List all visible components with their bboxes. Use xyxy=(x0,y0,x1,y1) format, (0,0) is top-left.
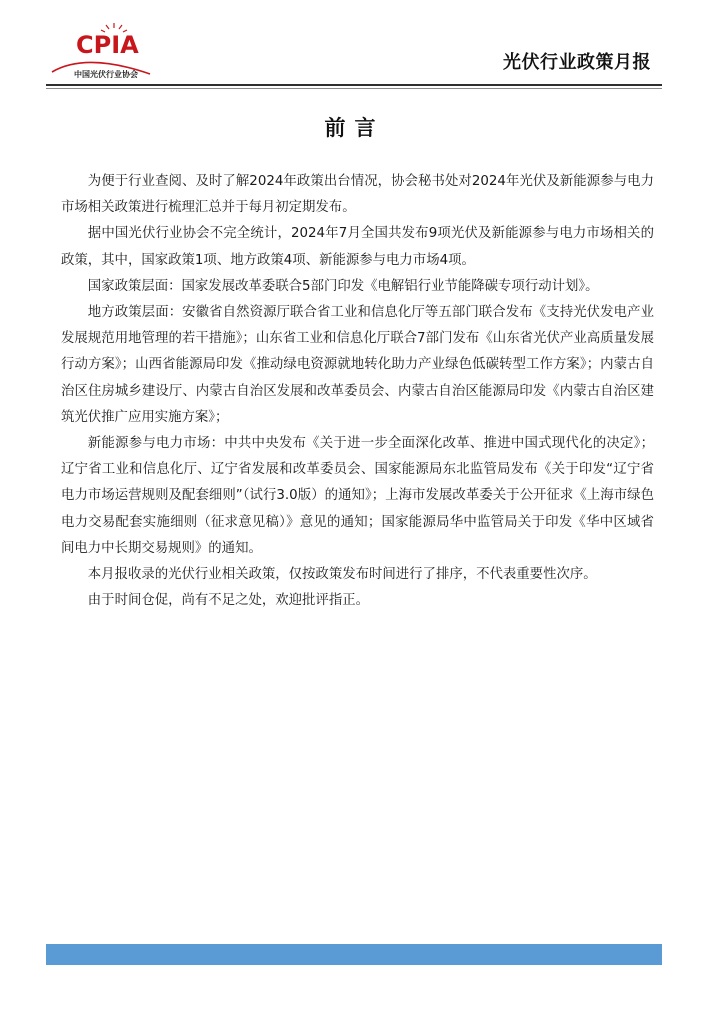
header-divider xyxy=(46,84,662,86)
paragraph-closing: 由于时间仓促，尚有不足之处，欢迎批评指正。 xyxy=(87,593,369,609)
paragraph-local-policy: 地方政策层面：安徽省自然资源厅联合省工业和信息化厅等五部门联合发布《支持光伏发电产业发展规范用地管理的若干措施》；山东省工业和信息化厅联合7部门发布《山东省光伏产业高质量发展行动方案》；山西省能源局印发《推动绿电资源就地转化助力产业绿色低碳转型工作方案》；内蒙古自治区住房城乡建设厅、内蒙古自治区发展和改革委员会、内蒙古自治区能源局印发《内蒙古自治区建筑光伏推广应用实施方案》； xyxy=(61,305,654,425)
paragraph-national-policy: 国家政策层面：国家发展改革委联合5部门印发《电解铝行业节能降碳专项行动计划》。 xyxy=(87,278,599,294)
logo-subtitle: 中国光伏行业协会 xyxy=(74,70,138,79)
paragraph-ordering-note: 本月报收录的光伏行业相关政策，仅按政策发布时间进行了排序，不代表重要性次序。 xyxy=(87,567,597,583)
logo-wordmark: CPIA xyxy=(76,31,139,59)
cpia-logo xyxy=(46,22,168,82)
preface-body xyxy=(61,169,654,614)
report-title: 光伏行业政策月报 xyxy=(503,52,651,73)
page-heading: 前言 xyxy=(324,116,385,140)
paragraph-statistics: 据中国光伏行业协会不完全统计，2024年7月全国共发布9项光伏及新能源参与电力市场相关的政策，其中，国家政策1项、地方政策4项、新能源参与电力市场4项。 xyxy=(61,226,654,268)
header-divider-thin xyxy=(46,88,662,89)
paragraph-intro: 为便于行业查阅、及时了解2024年政策出台情况，协会秘书处对2024年光伏及新能源参与电力市场相关政策进行梳理汇总并于每月初定期发布。 xyxy=(61,174,654,216)
footer-bar xyxy=(46,944,662,965)
paragraph-power-market: 新能源参与电力市场：中共中央发布《关于进一步全面深化改革、推进中国式现代化的决定》；辽宁省工业和信息化厅、辽宁省发展和改革委员会、国家能源局东北监管局发布《关于印发“辽宁省电力市场运营规则及配套细则”（试行3.0版）的通知》；上海市发展改革委关于公开征求《上海市绿色电力交易配套实施细则（征求意见稿）》意见的通知；国家能源局华中监管局关于印发《华中区域省间电力中长期交易规则》的通知。 xyxy=(61,436,654,556)
